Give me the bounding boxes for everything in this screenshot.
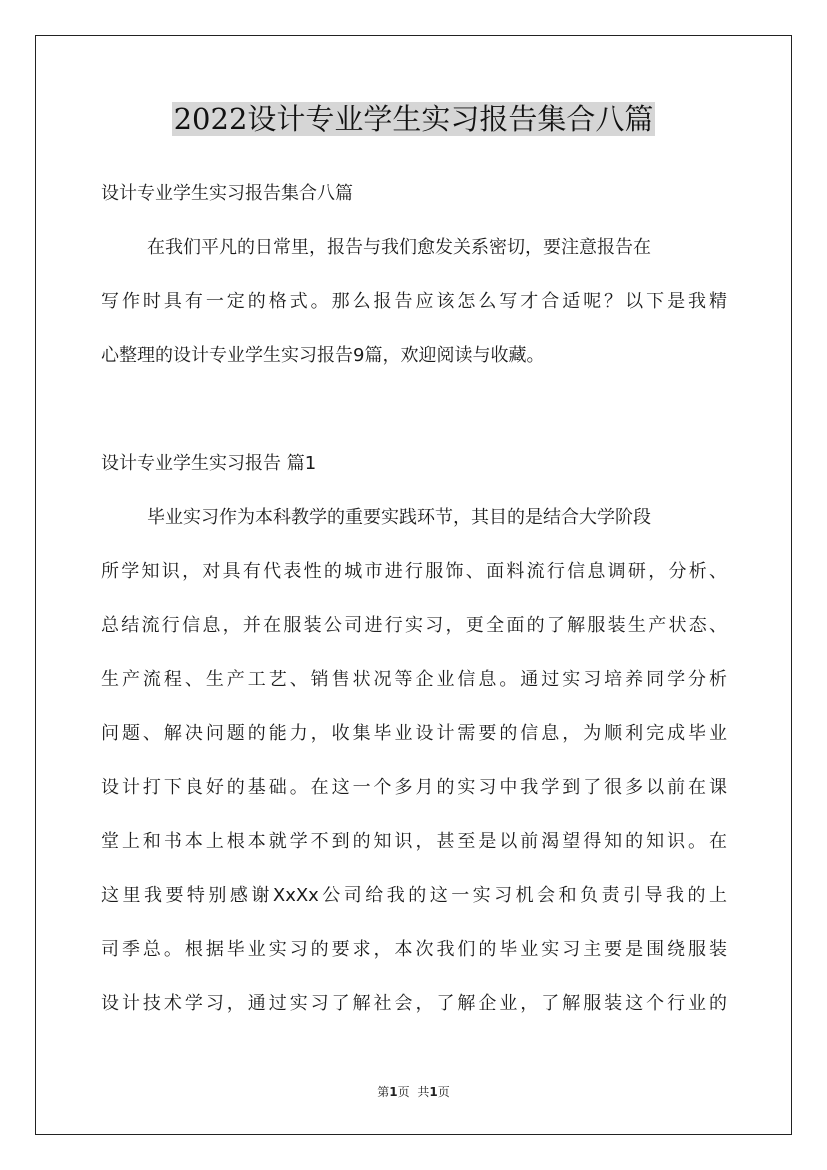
- body-line-8: 这里我要特别感谢XxXx公司给我的这一实习机会和负责引导我的上: [101, 885, 727, 906]
- body-line-7: 堂上和书本上根本就学不到的知识，甚至是以前渴望得知的知识。在: [101, 831, 727, 852]
- body-line-5: 问题、解决问题的能力，收集毕业设计需要的信息，为顺利完成毕业: [101, 723, 727, 744]
- body-line-4: 生产流程、生产工艺、销售状况等企业信息。通过实习培养同学分析: [101, 669, 727, 690]
- footer-total-number: 1: [429, 1085, 438, 1099]
- page-footer: [0, 1084, 827, 1100]
- footer-total-prefix: 共: [417, 1085, 430, 1099]
- document-title-text: 2022设计专业学生实习报告集合八篇: [173, 102, 654, 136]
- body-line-10: 设计技术学习，通过实习了解社会，了解企业，了解服装这个行业的: [101, 993, 727, 1014]
- footer-total-suffix: 页: [437, 1085, 450, 1099]
- body-line-2: 所学知识，对具有代表性的城市进行服饰、面料流行信息调研，分析、: [101, 561, 727, 582]
- footer-page-suffix: 页: [397, 1085, 410, 1099]
- body-line-6: 设计打下良好的基础。在这一个多月的实习中我学到了很多以前在课: [101, 777, 727, 798]
- footer-page-prefix: 第: [377, 1085, 390, 1099]
- body-line-9: 司季总。根据毕业实习的要求，本次我们的毕业实习主要是围绕服装: [101, 939, 727, 960]
- intro-line-3: 心整理的设计专业学生实习报告9篇，欢迎阅读与收藏。: [101, 345, 545, 366]
- body-line-1: 毕业实习作为本科教学的重要实践环节，其目的是结合大学阶段: [147, 507, 651, 528]
- intro-line-2: 写作时具有一定的格式。那么报告应该怎么写才合适呢？以下是我精: [101, 291, 727, 312]
- footer-page-number: 1: [389, 1085, 398, 1099]
- body-line-3: 总结流行信息，并在服装公司进行实习，更全面的了解服装生产状态、: [101, 615, 727, 636]
- section-heading: 设计专业学生实习报告 篇1: [101, 453, 317, 474]
- document-title: [0, 97, 827, 141]
- intro-line-1: 在我们平凡的日常里，报告与我们愈发关系密切，要注意报告在: [147, 237, 651, 258]
- document-subtitle: 设计专业学生实习报告集合八篇: [101, 183, 353, 204]
